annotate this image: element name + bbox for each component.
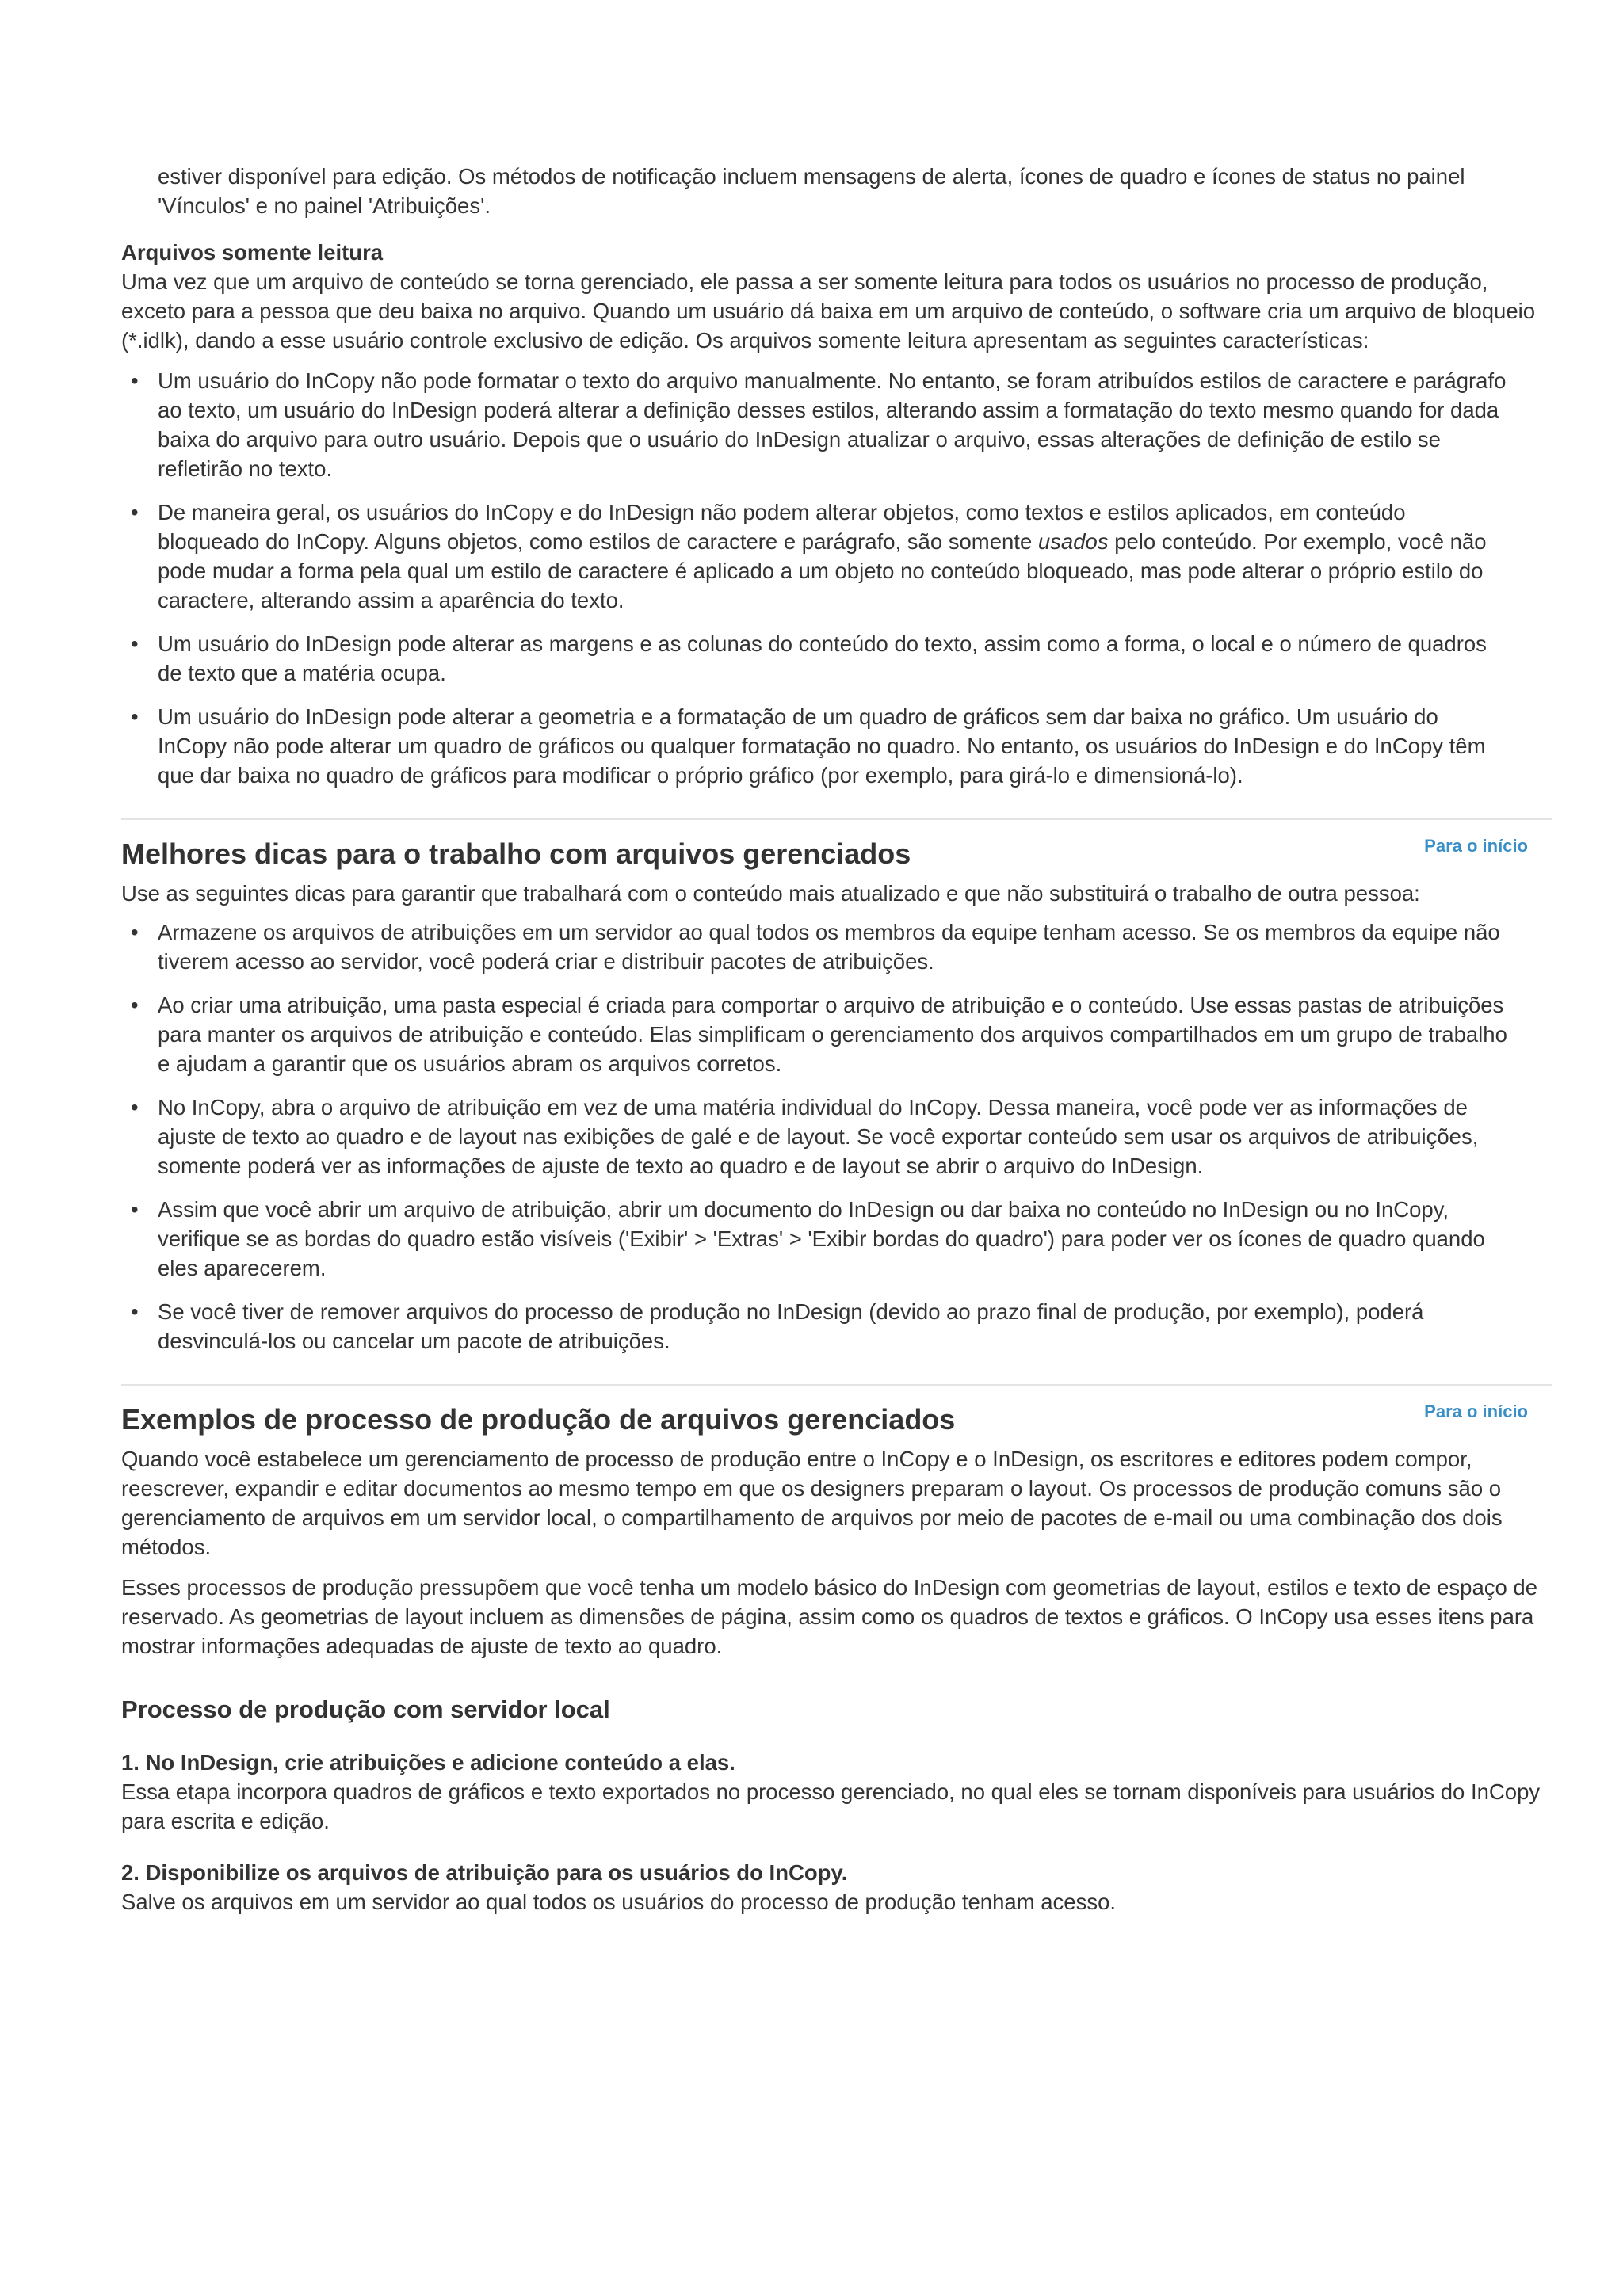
tips-section xyxy=(121,818,1552,1356)
tips-list xyxy=(121,917,1552,1356)
list-item: • Armazene os arquivos de atribuições em um servidor ao qual todos os membros da equipe tenham acesso. Se os membros da equipe não tiverem acesso ao servidor, você poderá criar e distribuir pacotes de atribuições. xyxy=(121,917,1509,976)
intro-continuation: estiver disponível para edição. Os métodos de notificação incluem mensagens de alerta, ícones de quadro e ícones de status no painel 'Vínculos' e no painel 'Atribuições'. xyxy=(158,164,1465,218)
emphasis-text: usados xyxy=(1037,529,1109,554)
readonly-list xyxy=(121,366,1552,790)
list-item: • No InCopy, abra o arquivo de atribuição em vez de uma matéria individual do InCopy. Dessa maneira, você pode ver as informações de ajuste de texto ao quadro e de layout nas exibições de galé e de layout. Se você exportar conteúdo sem usar os arquivos de atribuições, somente poderá ver as informações de ajuste de texto ao quadro e de layout se abrir o arquivo do InDesign. xyxy=(121,1093,1509,1180)
list-item-text: pelo conteúdo. Por exemplo, você não pode mudar a forma pela qual um estilo de caractere é aplicado a um objeto no conteúdo bloqueado, mas pode alterar o próprio estilo do caractere, alterando assim a aparência do texto. xyxy=(158,529,1487,612)
document-content xyxy=(121,162,1552,1917)
examples-paragraph: Quando você estabelece um gerenciamento de processo de produção entre o InCopy e o InDesign, os escritores e editores podem compor, reescrever, expandir e editar documentos ao mesmo tempo em que os designers preparam o layout. Os processos de produção comuns são o gerenciamento de arquivos em um servidor local, o compartilhamento de arquivos por meio de pacotes de e-mail ou uma combinação dos dois métodos. xyxy=(121,1447,1503,1559)
list-item: • Se você tiver de remover arquivos do processo de produção no InDesign (devido ao prazo final de produção, por exemplo), poderá desvinculá-los ou cancelar um pacote de atribuições. xyxy=(121,1297,1509,1356)
examples-section xyxy=(121,1384,1552,1917)
list-item: • Ao criar uma atribuição, uma pasta especial é criada para comportar o arquivo de atribuição e o conteúdo. Use essas pastas de atribuições para manter os arquivos de atribuição e conteúdo. Elas simplificam o gerenciamento dos arquivos compartilhados em um grupo de trabalho e ajudam a garantir que os usuários abram os arquivos corretos. xyxy=(121,990,1509,1078)
step-text: Essa etapa incorpora quadros de gráficos e texto exportados no processo gerenciado, no qual eles se tornam disponíveis para usuários do InCopy para escrita e edição. xyxy=(121,1779,1541,1833)
section-heading: Exemplos de processo de produção de arquivos gerenciados xyxy=(121,1403,956,1436)
step-title: 2. Disponibilize os arquivos de atribuição para os usuários do InCopy. xyxy=(121,1860,848,1885)
list-item: • Um usuário do InCopy não pode formatar o texto do arquivo manualmente. No entanto, se foram atribuídos estilos de caractere e parágrafo ao texto, um usuário do InDesign poderá alterar a definição desses estilos, alterando assim a formatação do texto mesmo quando for dada baixa do arquivo para outro usuário. Depois que o usuário do InDesign atualizar o arquivo, essas alterações de definição de estilo se refletirão no texto. xyxy=(121,366,1509,483)
list-item: • Um usuário do InDesign pode alterar a geometria e a formatação de um quadro de gráficos sem dar baixa no gráfico. Um usuário do InCopy não pode alterar um quadro de gráficos ou qualquer formatação no quadro. No entanto, os usuários do InDesign e do InCopy têm que dar baixa no quadro de gráficos para modificar o próprio gráfico (por exemplo, para girá-lo e dimensioná-lo). xyxy=(121,702,1509,790)
readonly-heading: Arquivos somente leitura xyxy=(121,240,384,265)
list-item: • Um usuário do InDesign pode alterar as margens e as colunas do conteúdo do texto, assim como a forma, o local e o número de quadros de texto que a matéria ocupa. xyxy=(121,629,1509,688)
list-item xyxy=(121,498,1509,615)
list-item-text: De maneira geral, os usuários do InCopy e do InDesign não podem alterar objetos, como textos e estilos aplicados, em conteúdo bloqueado do InCopy. Alguns objetos, como estilos de caractere e parágrafo, são somente xyxy=(158,500,1406,554)
readonly-paragraph: Uma vez que um arquivo de conteúdo se torna gerenciado, ele passa a ser somente leitura para todos os usuários no processo de produção, exceto para a pessoa que deu baixa no arquivo. Quando um usuário dá baixa em um arquivo de conteúdo, o software cria um arquivo de bloqueio (*.idlk), dando a esse usuário controle exclusivo de edição. Os arquivos somente leitura apresentam as seguintes características: xyxy=(121,269,1536,353)
list-item: • Assim que você abrir um arquivo de atribuição, abrir um documento do InDesign ou dar baixa no conteúdo no InDesign ou no InCopy, verifique se as bordas do quadro estão visíveis ('Exibir' > 'Extras' > 'Exibir bordas do quadro') para poder ver os ícones de quadro quando eles aparecerem. xyxy=(121,1195,1509,1283)
examples-paragraph: Esses processos de produção pressupõem que você tenha um modelo básico do InDesign com geometrias de layout, estilos e texto de espaço de reservado. As geometrias de layout incluem as dimensões de página, assim como os quadros de textos e gráficos. O InCopy usa esses itens para mostrar informações adequadas de ajuste de texto ao quadro. xyxy=(121,1575,1538,1658)
back-to-top-link[interactable]: Para o início xyxy=(1424,1402,1528,1421)
step-title: 1. No InDesign, crie atribuições e adicione conteúdo a elas. xyxy=(121,1750,735,1775)
tips-intro: Use as seguintes dicas para garantir que trabalhará com o conteúdo mais atualizado e que não substituirá o trabalho de outra pessoa: xyxy=(121,881,1420,906)
step-text: Salve os arquivos em um servidor ao qual todos os usuários do processo de produção tenham acesso. xyxy=(121,1890,1117,1914)
section-heading: Melhores dicas para o trabalho com arquivos gerenciados xyxy=(121,837,911,870)
subheading: Processo de produção com servidor local xyxy=(121,1695,610,1723)
back-to-top-link[interactable]: Para o início xyxy=(1424,836,1528,856)
